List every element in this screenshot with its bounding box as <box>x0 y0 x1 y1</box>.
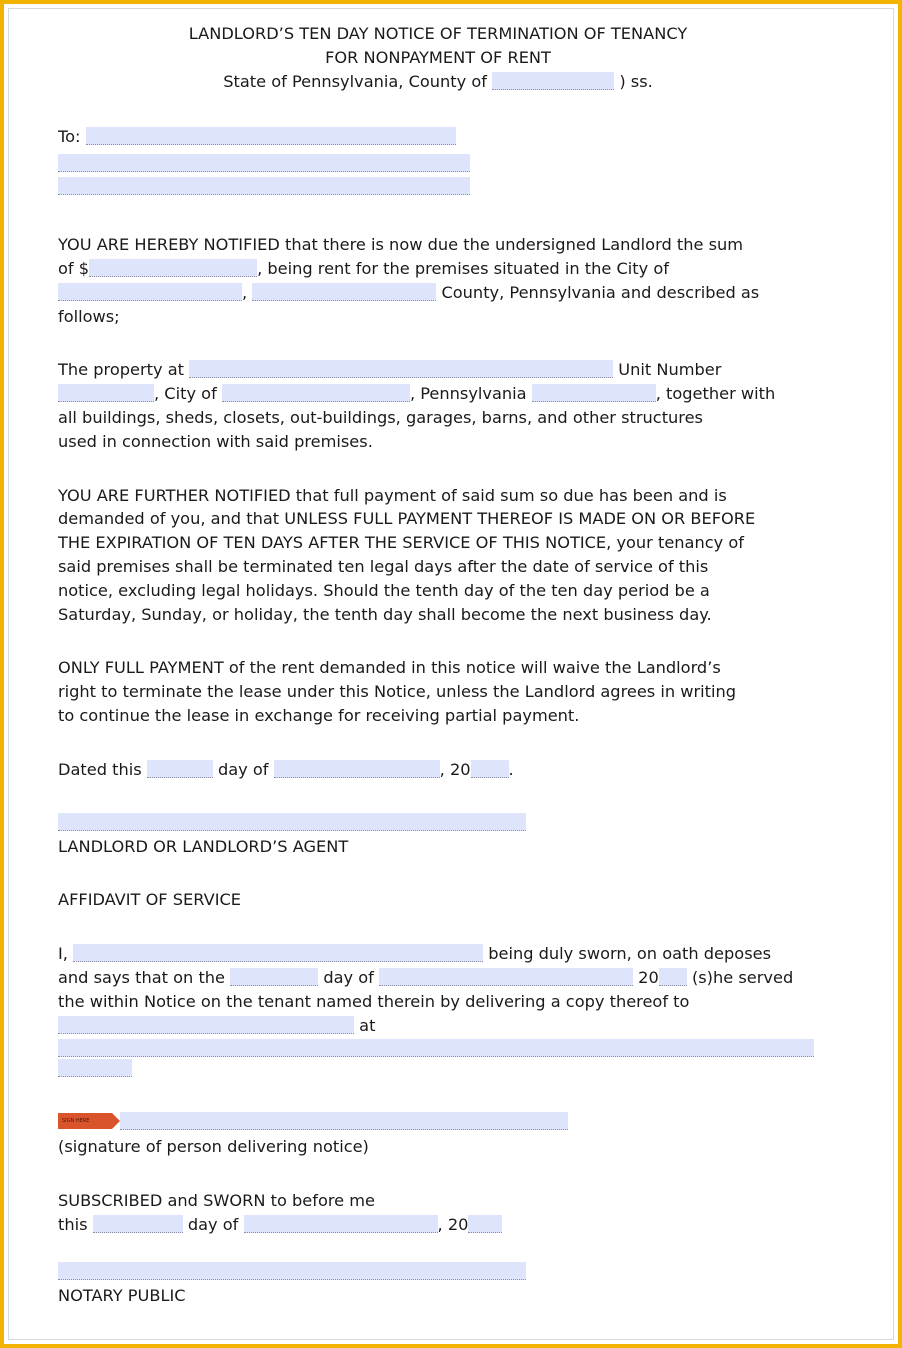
sworn-month-field[interactable] <box>244 1215 438 1233</box>
notice2-line-4: said premises shall be terminated ten legal days after the date of service of this <box>58 556 709 576</box>
notice-paragraph-3 <box>58 656 828 727</box>
property-address-field[interactable] <box>189 360 613 378</box>
to-address-field-1[interactable] <box>58 154 470 172</box>
tenant-name-field[interactable] <box>58 1016 354 1034</box>
affidavit-section <box>58 888 828 1077</box>
signature-row <box>58 1111 828 1131</box>
notice1-text-c: , being rent for the premises situated in the City of <box>257 258 669 278</box>
notary-label: NOTARY PUBLIC <box>58 1285 186 1305</box>
property-paragraph <box>58 358 828 453</box>
title-line-1: LANDLORD’S TEN DAY NOTICE OF TERMINATION OF TENANCY <box>188 24 688 43</box>
notice2-line-1: YOU ARE FURTHER NOTIFIED that full payment of said sum so due has been and is <box>58 485 727 505</box>
unit-number-field[interactable] <box>58 384 154 402</box>
notice1-line-3 <box>58 281 828 305</box>
sworn-day-field[interactable] <box>93 1215 183 1233</box>
notice-paragraph-2 <box>58 484 828 627</box>
property-line-1 <box>58 358 828 382</box>
notice1-line-2 <box>58 257 828 281</box>
to-label: To: <box>58 127 81 147</box>
sign-here-arrow-icon <box>112 1113 120 1129</box>
property-line-2 <box>58 382 828 406</box>
landlord-label: LANDLORD OR LANDLORD’S AGENT <box>58 836 349 856</box>
sworn-year-field[interactable] <box>468 1215 502 1233</box>
affidavit-text-a: I, <box>58 944 68 964</box>
to-line <box>58 125 828 149</box>
property-text-a: The property at <box>58 360 184 380</box>
property-text-d: , Pennsylvania <box>409 384 527 404</box>
sworn-line-2 <box>58 1213 828 1237</box>
notice1-line-4: follows; <box>58 306 120 326</box>
title-line-2: FOR NONPAYMENT OF RENT <box>325 47 551 67</box>
notice1-text-e: County, Pennsylvania and described as <box>441 282 760 302</box>
service-month-field[interactable] <box>379 968 633 986</box>
notice1-line-1: YOU ARE HEREBY NOTIFIED that there is now due the undersigned Landlord the sum <box>58 235 744 255</box>
notice1-text-b: of $ <box>58 258 90 278</box>
notice3-line-3: to continue the lease in exchange for receiving partial payment. <box>58 705 580 725</box>
document-title <box>58 22 818 93</box>
state-suffix: ) ss. <box>619 71 653 91</box>
sign-here-tag: SIGN HERE <box>58 1113 112 1129</box>
affidavit-text-d: day of <box>323 967 374 987</box>
county-field[interactable] <box>492 72 614 90</box>
service-address-field-1[interactable] <box>58 1039 814 1057</box>
affidavit-text-h: at <box>359 1015 376 1035</box>
property-line-3: all buildings, sheds, closets, out-buildings, garages, barns, and other structures <box>58 407 703 427</box>
dated-text-d: . <box>508 759 514 779</box>
dated-day-field[interactable] <box>147 760 213 778</box>
sworn-text-b: day of <box>187 1214 239 1234</box>
affidavit-text-f: (s)he served <box>691 967 794 987</box>
sworn-text-c: , 20 <box>437 1214 469 1234</box>
to-address-field-2[interactable] <box>58 177 470 195</box>
rent-amount-field[interactable] <box>89 259 257 277</box>
affidavit-text-e: 20 <box>638 967 659 987</box>
service-address-field-2[interactable] <box>58 1059 132 1077</box>
affidavit-text-b: being duly sworn, on oath deposes <box>488 944 772 964</box>
zip-field[interactable] <box>532 384 656 402</box>
notice3-line-2: right to terminate the lease under this Notice, unless the Landlord agrees in writing <box>58 682 737 702</box>
deliverer-signature-field[interactable] <box>120 1112 568 1130</box>
affidavit-line-1 <box>58 942 828 966</box>
to-block <box>58 125 828 195</box>
sworn-line-1: SUBSCRIBED and SWORN to before me <box>58 1191 375 1211</box>
dated-month-field[interactable] <box>274 760 440 778</box>
property-line-4: used in connection with said premises. <box>58 431 373 451</box>
affidavit-line-4 <box>58 1014 828 1038</box>
county-name-field[interactable] <box>252 283 436 301</box>
signature-caption: (signature of person delivering notice) <box>58 1137 369 1157</box>
affidavit-line-2 <box>58 966 828 990</box>
notary-signature-field[interactable] <box>58 1262 526 1280</box>
state-prefix: State of Pennsylvania, County of <box>223 71 487 91</box>
dated-line <box>58 758 828 782</box>
to-name-field[interactable] <box>86 127 456 145</box>
property-text-c: , City of <box>154 384 217 404</box>
notice2-line-2: demanded of you, and that UNLESS FULL PAYMENT THEREOF IS MADE ON OR BEFORE <box>58 509 756 529</box>
affiant-name-field[interactable] <box>73 944 483 962</box>
dated-year-field[interactable] <box>471 760 509 778</box>
dated-text-a: Dated this <box>58 759 142 779</box>
property-city-field[interactable] <box>222 384 410 402</box>
dated-text-c: , 20 <box>439 759 471 779</box>
notice-paragraph-1 <box>58 233 828 328</box>
property-text-e: , together with <box>655 384 776 404</box>
notice2-line-3: THE EXPIRATION OF TEN DAYS AFTER THE SERVICE OF THIS NOTICE, your tenancy of <box>58 533 744 553</box>
notice1-text-d: , <box>242 282 248 302</box>
sworn-section <box>58 1189 828 1237</box>
landlord-signature-field[interactable] <box>58 813 526 831</box>
affidavit-text-c: and says that on the <box>58 967 226 987</box>
service-day-field[interactable] <box>230 968 318 986</box>
notice2-line-6: Saturday, Sunday, or holiday, the tenth day shall become the next business day. <box>58 604 712 624</box>
affidavit-heading: AFFIDAVIT OF SERVICE <box>58 890 242 910</box>
property-text-b: Unit Number <box>618 360 722 380</box>
city-field[interactable] <box>58 283 242 301</box>
title-state-line <box>58 70 818 94</box>
sworn-text-a: this <box>58 1214 88 1234</box>
notice3-line-1: ONLY FULL PAYMENT of the rent demanded in this notice will waive the Landlord’s <box>58 658 721 678</box>
dated-text-b: day of <box>217 759 269 779</box>
service-year-field[interactable] <box>659 968 687 986</box>
document <box>58 22 828 1308</box>
affidavit-line-3: the within Notice on the tenant named therein by delivering a copy thereof to <box>58 991 690 1011</box>
notice2-line-5: notice, excluding legal holidays. Should the tenth day of the ten day period be a <box>58 580 710 600</box>
